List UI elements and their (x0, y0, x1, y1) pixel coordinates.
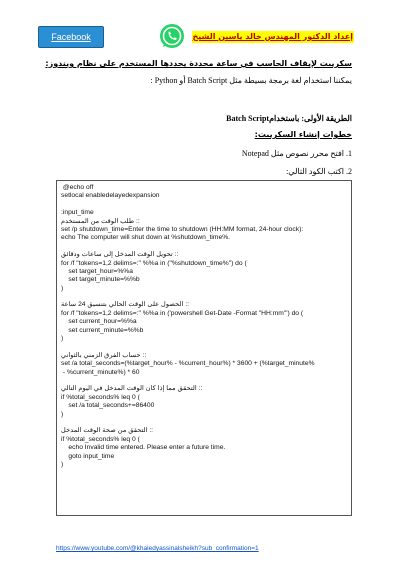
code-line: set current_minute=%%b (61, 326, 144, 334)
code-line: :: التحقق من صحة الوقت المدخل (61, 427, 154, 435)
code-line: :: تحويل الوقت المدخل إلى ساعات ودقائق (61, 251, 179, 259)
code-line: @echo off (61, 184, 94, 191)
youtube-link[interactable]: https://www.youtube.com/@khaledyassinalsheikh?sub_confirmation=1 (56, 545, 259, 552)
code-line: for /f "tokens=1,2 delims=:" %%a in ('powershell Get-Date -Format "HH:mm"') do ( (61, 309, 304, 317)
code-line: echo Invalid time entered. Please enter a future time. (61, 444, 226, 452)
method-heading: الطريقة الأولى: باستخدامBatch Script (226, 114, 352, 123)
code-line: - %current_minute%) * 60 (61, 368, 140, 376)
code-line: set /a total_seconds+=86400 (61, 402, 155, 410)
facebook-button-label: Facebook (51, 32, 91, 42)
code-line: :: الحصول على الوقت الحالي بتنسيق 24 ساعة (61, 301, 189, 309)
code-line (61, 243, 347, 251)
code-line: ) (61, 410, 64, 418)
code-line: goto input_time (61, 452, 115, 460)
steps-heading: خطوات إنشاء السكريبت: (254, 130, 352, 139)
code-line: set current_hour=%%a (61, 318, 137, 326)
code-block (56, 180, 352, 516)
document-title: سكريبت لإيقاف الحاسب في ساعة محددة يحددها المستخدم على نظام ويندوز: (45, 59, 352, 68)
facebook-button[interactable] (38, 26, 104, 48)
code-line: echo The computer will shut down at %shutdown_time%. (61, 234, 231, 242)
code-line: set target_hour=%%a (61, 267, 133, 275)
code-line: set target_minute=%%b (61, 276, 140, 284)
code-line: ) (61, 460, 64, 468)
code-line: set /p shutdown_time=Enter the time to shutdown (HH:MM format, 24-hour clock): (61, 225, 304, 233)
code-line (61, 343, 347, 351)
code-line: setlocal enabledelayedexpansion (61, 192, 160, 200)
code-line: :: التحقق مما إذا كان الوقت المدخل في اليوم التالي (61, 385, 203, 393)
step-2: 2. اكتب الكود التالي: (286, 167, 352, 176)
code-line: if %total_seconds% leq 0 ( (61, 435, 140, 443)
code-line: ) (61, 335, 64, 343)
code-line: :input_time (61, 209, 94, 217)
code-line: ) (61, 284, 64, 292)
code-line: set /a total_seconds=(%target_hour% - %current_hour%) * 3600 + (%target_minute% (61, 360, 315, 368)
intro-text: يمكننا استخدام لغة برمجة بسيطة مثل Batch Script أو Python : (150, 76, 352, 85)
author-banner: إعداد الدكتور المهندس خالد ياسين الشيخ (192, 32, 353, 41)
code-line (61, 201, 347, 209)
code-line: if %total_seconds% leq 0 ( (61, 393, 140, 401)
whatsapp-icon[interactable] (158, 22, 186, 50)
code-line: :: حساب الفرق الزمني بالثواني (61, 351, 147, 359)
step-1: 1. افتح محرر نصوص مثل Notepad (241, 149, 352, 158)
code-line: for /f "tokens=1,2 delims=:" %%a in ("%shutdown_time%") do ( (61, 259, 247, 267)
code-line: :: طلب الوقت من المستخدم (61, 217, 140, 225)
